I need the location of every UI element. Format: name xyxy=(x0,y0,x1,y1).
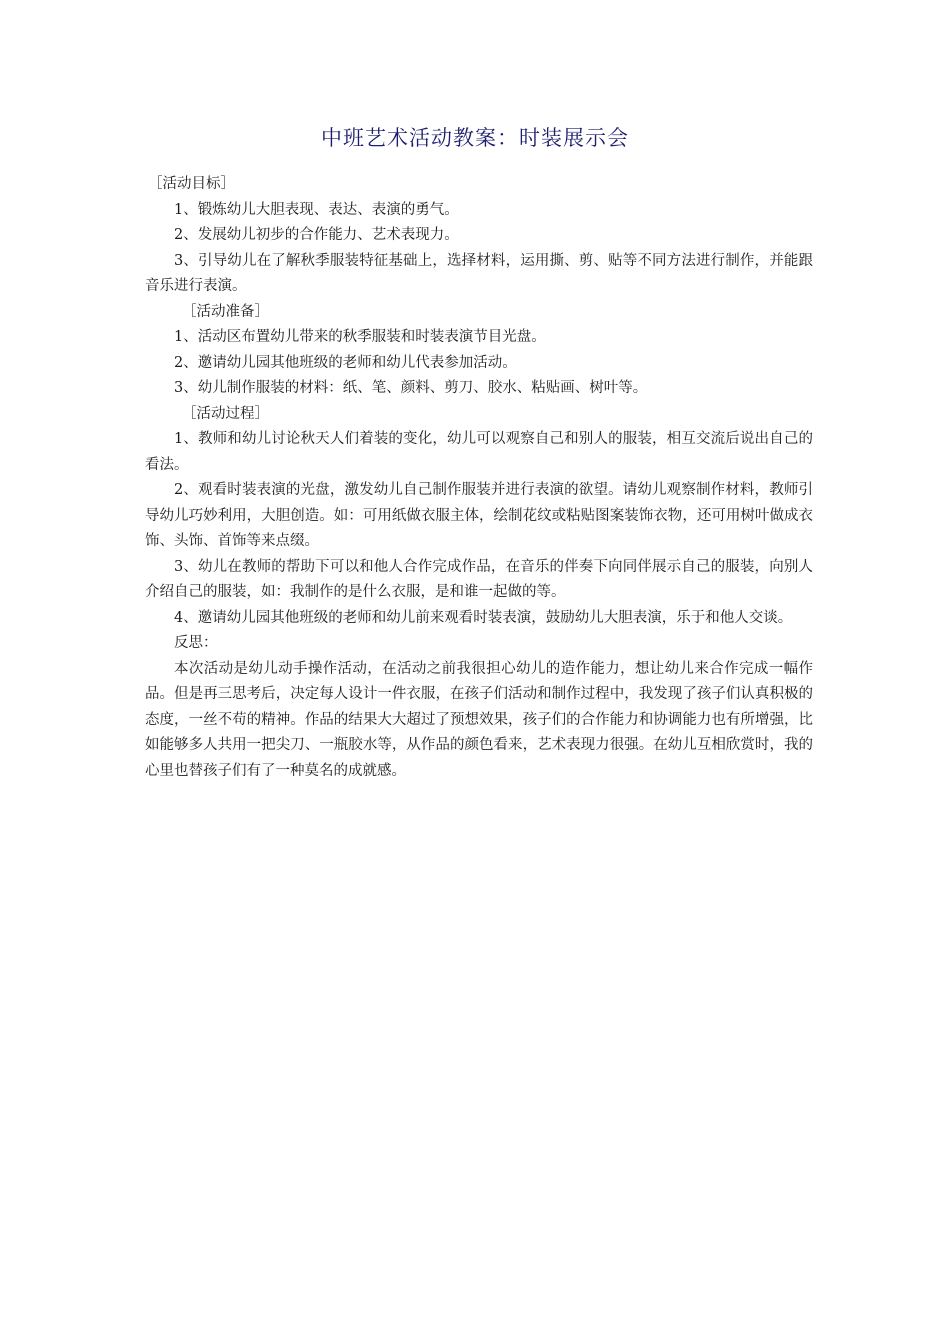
goal-item: 3、引导幼儿在了解秋季服装特征基础上，选择材料，运用撕、剪、贴等不同方法进行制作，并能跟音乐进行表演。 xyxy=(145,252,813,294)
process-item: 2、观看时装表演的光盘，激发幼儿自己制作服装并进行表演的欲望。请幼儿观察制作材料，教师引导幼儿巧妙利用，大胆创造。如：可用纸做衣服主体，绘制花纹或粘贴图案装饰衣物，还可用树叶做成衣饰、头饰、首饰等来点缀。 xyxy=(145,482,813,549)
preparation-item: 1、活动区布置幼儿带来的秋季服装和时装表演节目光盘。 xyxy=(174,329,546,345)
section-heading-goals: ［活动目标］ xyxy=(148,176,235,192)
process-item: 3、幼儿在教师的帮助下可以和他人合作完成作品，在音乐的伴奏下向同伴展示自己的服装，向别人介绍自己的服装，如：我制作的是什么衣服，是和谁一起做的等。 xyxy=(145,558,813,600)
section-heading-reflection: 反思： xyxy=(174,635,218,651)
process-item: 4、邀请幼儿园其他班级的老师和幼儿前来观看时装表演，鼓励幼儿大胆表演，乐于和他人交谈。 xyxy=(174,609,793,626)
preparation-item: 2、邀请幼儿园其他班级的老师和幼儿代表参加活动。 xyxy=(174,354,517,371)
goal-item: 2、发展幼儿初步的合作能力、艺术表现力。 xyxy=(174,227,459,243)
reflection-paragraph: 本次活动是幼儿动手操作活动，在活动之前我很担心幼儿的造作能力，想让幼儿来合作完成一幅作品。但是再三思考后，决定每人设计一件衣服，在孩子们活动和制作过程中，我发现了孩子们认真积极的态度，一丝不苟的精神。作品的结果大大超过了预想效果，孩子们的合作能力和协调能力也有所增强，比如能够多人共用一把尖刀、一瓶胶水等，从作品的颜色看来，艺术表现力很强。在幼儿互相欣赏时，我的心里也替孩子们有了一种莫名的成就感。 xyxy=(145,660,813,779)
section-heading-preparation: ［活动准备］ xyxy=(182,303,269,320)
document-body xyxy=(145,172,813,784)
process-item: 1、教师和幼儿讨论秋天人们着装的变化，幼儿可以观察自己和别人的服装，相互交流后说出自己的看法。 xyxy=(145,431,813,473)
section-heading-process: ［活动过程］ xyxy=(182,405,269,422)
preparation-item: 3、幼儿制作服装的材料：纸、笔、颜料、剪刀、胶水、粘贴画、树叶等。 xyxy=(174,380,648,396)
goal-item: 1、锻炼幼儿大胆表现、表达、表演的勇气。 xyxy=(174,201,459,218)
document-title: 中班艺术活动教案：时装展示会 xyxy=(321,126,629,150)
